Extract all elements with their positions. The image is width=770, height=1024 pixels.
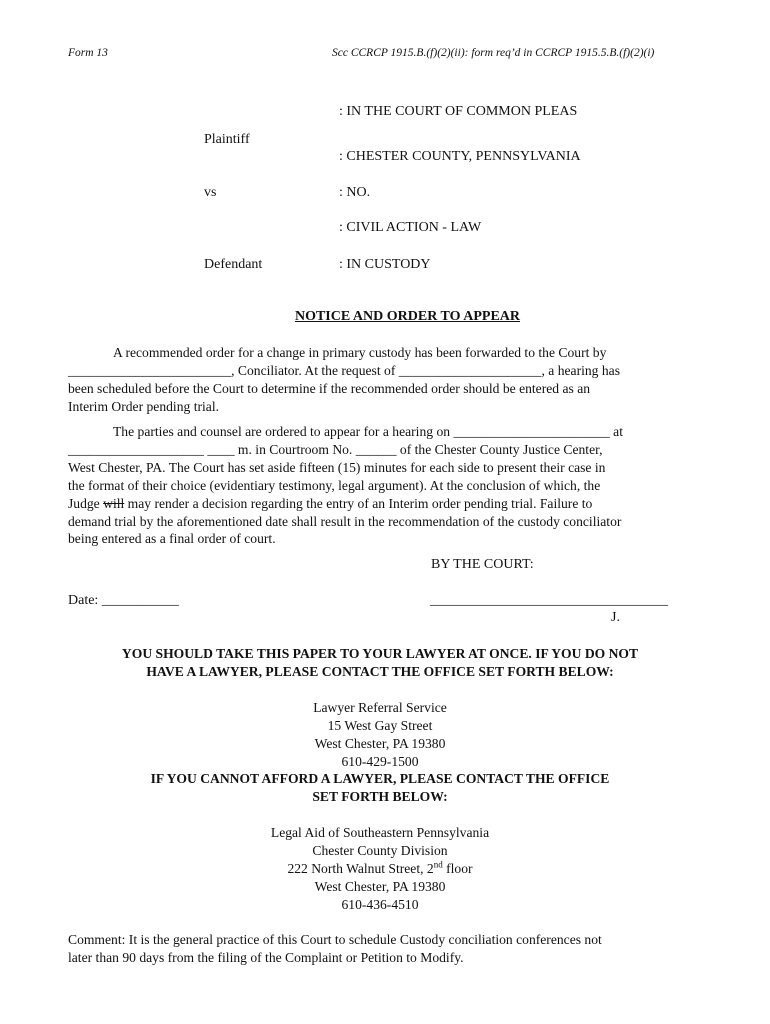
paragraph-recommended-order [68,344,692,416]
action-type: : CIVIL ACTION - LAW [339,220,482,235]
comment-line: Comment: It is the general practice of this Court to schedule Custody conciliation conferences not [68,932,602,947]
phone-number: 610-436-4510 [341,897,419,912]
vs-label: vs [204,185,217,200]
court-name: : IN THE COURT OF COMMON PLEAS [339,104,578,119]
by-the-court-label: BY THE COURT: [431,557,534,572]
date-field: Date: ___________ [68,593,179,608]
paragraph-line: the format of their choice (evidentiary testimony, legal argument). At the conclusion of which, the [68,477,601,493]
struck-word: will [103,495,125,511]
paragraph-line: ________________________, Conciliator. At the request of _____________________, a hearing has [68,362,620,378]
case-number-label: : NO. [339,185,371,200]
lawyer-warning [68,645,692,681]
ordinal-suffix: nd [433,859,443,870]
org-name: Legal Aid of Southeastern Pennsylvania [270,825,490,840]
paragraph-line: demand trial by the aforementioned date shall result in the recommendation of the custody conciliator [68,513,622,529]
paragraph-line: A recommended order for a change in primary custody has been forwarded to the Court by [113,345,607,360]
legal-aid-warning [68,770,692,806]
paragraph-text: may render a decision regarding the entry of an Interim order pending trial. Failure to [124,495,593,511]
warning-line: IF YOU CANNOT AFFORD A LAWYER, PLEASE CONTACT THE OFFICE [150,771,610,786]
floor-text: floor [442,861,473,876]
paragraph-line: being entered as a final order of court. [68,531,276,547]
defendant-label: Defendant [204,257,263,272]
city-state-zip: West Chester, PA 19380 [314,879,446,894]
comment-paragraph [68,931,692,967]
division-name: Chester County Division [312,843,448,858]
custody-label: : IN CUSTODY [339,257,431,272]
street-address: 15 West Gay Street [327,718,433,733]
paragraph-line: Interim Order pending trial. [68,398,219,414]
paragraph-line: been scheduled before the Court to determine if the recommended order should be entered as an [68,380,591,396]
form-number: Form 13 [68,47,108,59]
judge-suffix: J. [611,610,620,625]
judge-word: Judge [68,495,104,511]
paragraph-line: West Chester, PA. The Court has set aside fifteen (15) minutes for each side to present their case in [68,459,606,475]
lawyer-referral-address [68,699,692,771]
document-title: NOTICE AND ORDER TO APPEAR [294,309,521,324]
paragraph-line: The parties and counsel are ordered to appear for a hearing on _______________________ at [113,424,623,439]
warning-line: HAVE A LAWYER, PLEASE CONTACT THE OFFICE SET FORTH BELOW: [146,663,614,679]
legal-aid-address [68,824,692,914]
org-name: Lawyer Referral Service [313,700,447,715]
city-state-zip: West Chester, PA 19380 [314,736,446,751]
warning-line: SET FORTH BELOW: [312,788,448,804]
paragraph-hearing-order [68,423,692,548]
street-address [68,860,692,878]
paragraph-line: ____________________ ____ m. in Courtroom No. ______ of the Chester County Justice Center, [68,441,603,457]
warning-line: YOU SHOULD TAKE THIS PAPER TO YOUR LAWYER AT ONCE. IF YOU DO NOT [121,646,639,661]
paragraph-line [68,495,692,513]
street-text: 222 North Walnut Street, 2 [287,861,434,876]
rule-reference: Scc CCRCP 1915.B.(f)(2)(ii): form req’d in CCRCP 1915.5.B.(f)(2)(i) [332,47,655,59]
comment-line: later than 90 days from the filing of the Complaint or Petition to Modify. [68,949,464,965]
county-name: : CHESTER COUNTY, PENNSYLVANIA [339,149,581,164]
plaintiff-label: Plaintiff [204,132,250,147]
judge-signature-line: __________________________________ [430,593,668,608]
phone-number: 610-429-1500 [341,754,419,769]
